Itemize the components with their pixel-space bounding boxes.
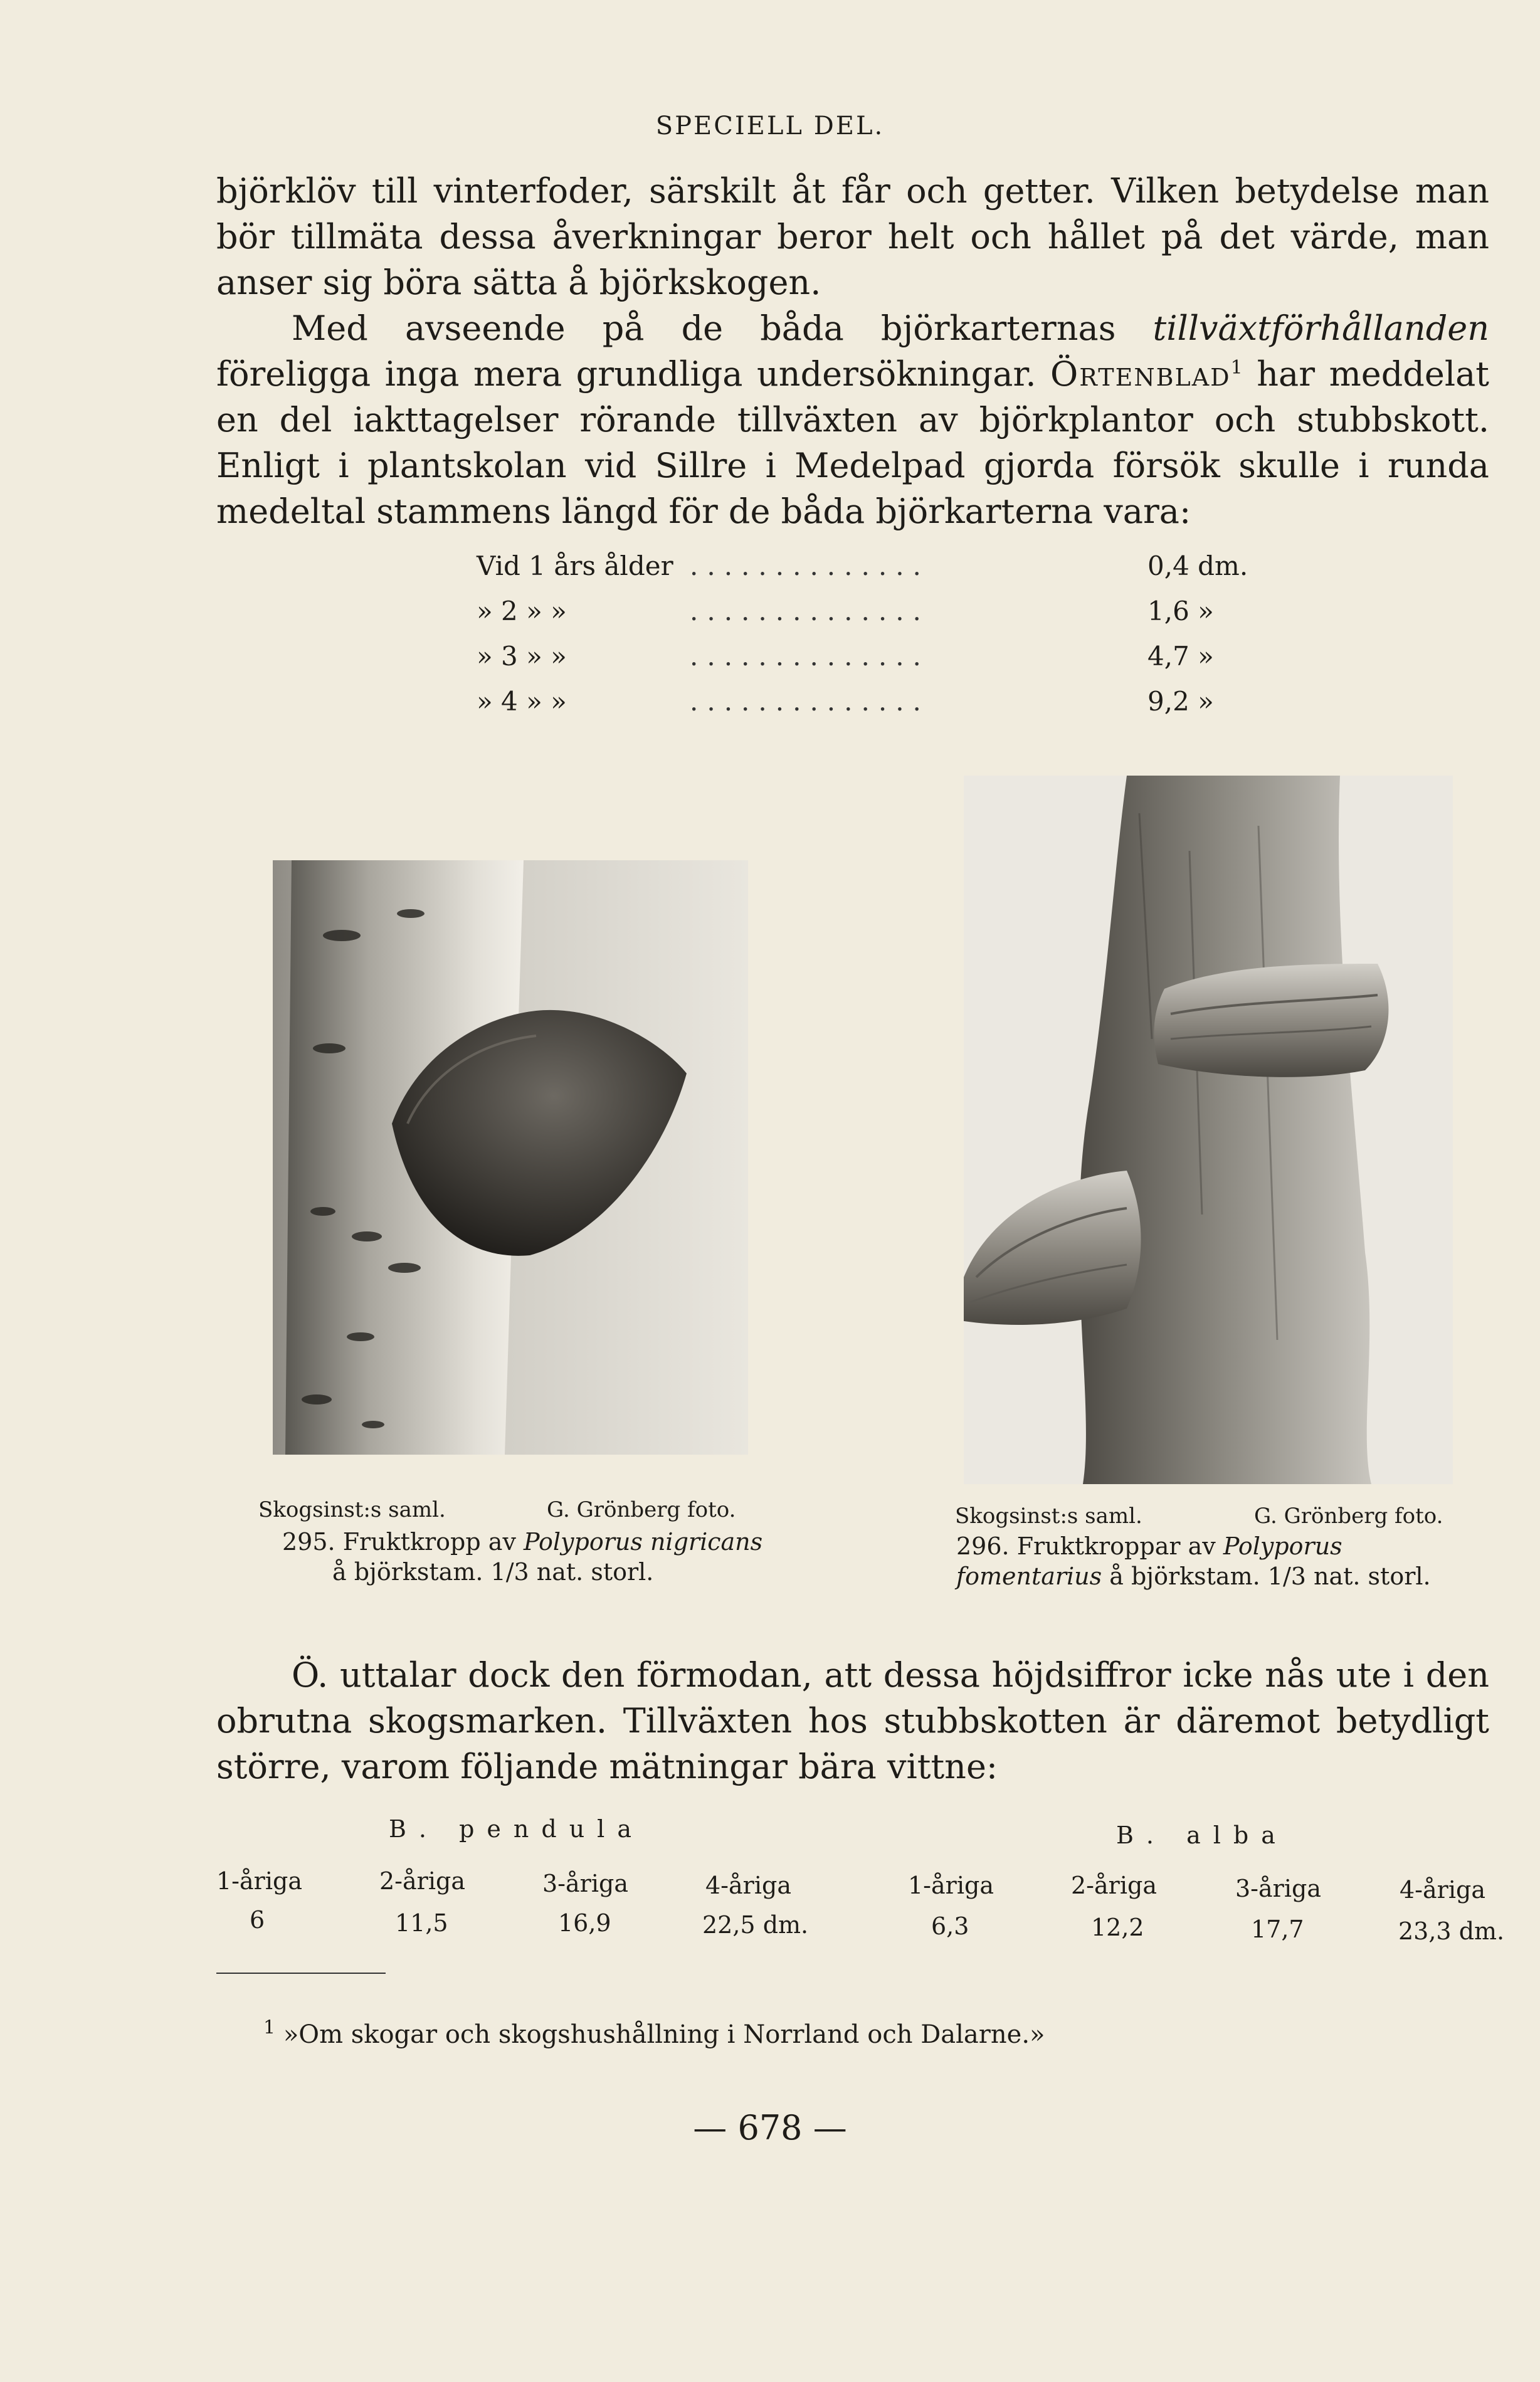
table-header: 3-åriga bbox=[542, 1870, 628, 1897]
figure-295-photo bbox=[273, 860, 748, 1455]
leader-dots: .............. bbox=[690, 596, 930, 626]
figure-296-species: Polyporus fomentarius bbox=[956, 1532, 1342, 1590]
paragraph-2 bbox=[216, 305, 1489, 534]
table-value: 6,3 bbox=[931, 1912, 969, 1940]
footnote-reference: 1 bbox=[1230, 357, 1243, 379]
paragraph-2-part-b: föreligga inga mera grundliga undersökningar. bbox=[216, 354, 1051, 394]
paragraph-3-text: Ö. uttalar dock den förmodan, att dessa höjdsiffror icke nås ute i den obrutna skogsmarken. Tillväxten hos stubbskotten är däremot betydligt större, varom följande mätningar bära vittne: bbox=[216, 1655, 1489, 1786]
table-header: 2-åriga bbox=[1071, 1872, 1157, 1899]
figure-295-caption-lead: 295. Fruktkropp av bbox=[282, 1528, 524, 1556]
age-label: Vid 1 års ålder bbox=[477, 551, 673, 581]
figure-295-caption-trail: å björkstam. 1/3 nat. storl. bbox=[332, 1558, 654, 1586]
figure-296-source: Skogsinst:s saml. bbox=[955, 1504, 1142, 1529]
age-label: » 3 » » bbox=[477, 641, 567, 672]
length-value: 9,2 » bbox=[1147, 686, 1214, 717]
leader-dots: .............. bbox=[690, 641, 930, 672]
table-value: 11,5 bbox=[395, 1909, 448, 1937]
table-header: 2-åriga bbox=[379, 1867, 465, 1895]
table-header: 4-åriga bbox=[705, 1872, 791, 1899]
length-value: 1,6 » bbox=[1147, 596, 1214, 626]
age-table-row bbox=[477, 551, 1260, 594]
group-b-pendula: B. pendula bbox=[389, 1815, 644, 1843]
length-value: 4,7 » bbox=[1147, 641, 1214, 672]
group-b-alba: B. alba bbox=[1116, 1821, 1288, 1849]
paragraph-1-text: björklöv till vinterfoder, särskilt åt får och getter. Vilken betydelse man bör tillmäta dessa åverkningar beror helt och hållet på det värde, man anser sig böra sätta å björkskogen. bbox=[216, 171, 1489, 302]
figure-295-source: Skogsinst:s saml. bbox=[258, 1497, 446, 1522]
table-header: 1-åriga bbox=[908, 1872, 994, 1899]
footnote-rule bbox=[216, 1973, 386, 1974]
running-head: SPECIELL DEL. bbox=[655, 112, 885, 140]
length-value: 0,4 dm. bbox=[1147, 551, 1248, 581]
figure-296-photographer: G. Grönberg foto. bbox=[1254, 1504, 1443, 1529]
table-header: 1-åriga bbox=[216, 1867, 302, 1895]
table-value: 22,5 dm. bbox=[702, 1911, 809, 1939]
table-header: 4-åriga bbox=[1400, 1876, 1485, 1904]
age-table-row bbox=[477, 686, 1260, 730]
age-table-row bbox=[477, 596, 1260, 640]
table-value: 17,7 bbox=[1251, 1916, 1304, 1943]
paragraph-3 bbox=[216, 1652, 1489, 1789]
paragraph-2-part-c: har meddelat en del iakttagelser rörande tillväxten av björkplantor och stubbskott. Enligt i plantskolan vid Sillre i Medelpad gjorda försök skulle i runda medeltal stammens längd för de båda björkarterna vara: bbox=[216, 354, 1489, 531]
figure-296-caption-trail: å björkstam. 1/3 nat. storl. bbox=[1102, 1563, 1431, 1590]
leader-dots: .............. bbox=[690, 686, 930, 717]
table-header: 3-åriga bbox=[1235, 1875, 1321, 1902]
paragraph-1 bbox=[216, 168, 1489, 305]
page-number: — 678 — bbox=[693, 2108, 847, 2147]
paragraph-2-part-a: Med avseende på de båda björkarternas bbox=[292, 308, 1153, 348]
table-value: 23,3 dm. bbox=[1398, 1917, 1505, 1945]
footnote bbox=[263, 2016, 1045, 2049]
figure-296-caption-lead: 296. Fruktkroppar av bbox=[956, 1532, 1223, 1560]
table-value: 6 bbox=[250, 1906, 265, 1934]
footnote-text: »Om skogar och skogshushållning i Norrland och Dalarne.» bbox=[283, 2020, 1045, 2049]
leader-dots: .............. bbox=[690, 551, 930, 581]
figure-295-photographer: G. Grönberg foto. bbox=[547, 1497, 736, 1522]
figure-295-species: Polyporus nigricans bbox=[524, 1528, 763, 1556]
age-label: » 4 » » bbox=[477, 686, 567, 717]
table-value: 16,9 bbox=[558, 1909, 611, 1937]
figure-296-photo bbox=[964, 776, 1453, 1484]
footnote-mark: 1 bbox=[263, 2016, 276, 2039]
author-name: Örtenblad bbox=[1050, 354, 1231, 394]
italic-term: tillväxtförhållanden bbox=[1152, 308, 1489, 348]
figure-296-caption bbox=[956, 1531, 1470, 1591]
figure-295-caption bbox=[282, 1527, 771, 1587]
paragraph-2-text bbox=[216, 305, 1489, 534]
table-value: 12,2 bbox=[1091, 1914, 1144, 1941]
age-table-row bbox=[477, 641, 1260, 685]
age-label: » 2 » » bbox=[477, 596, 567, 626]
